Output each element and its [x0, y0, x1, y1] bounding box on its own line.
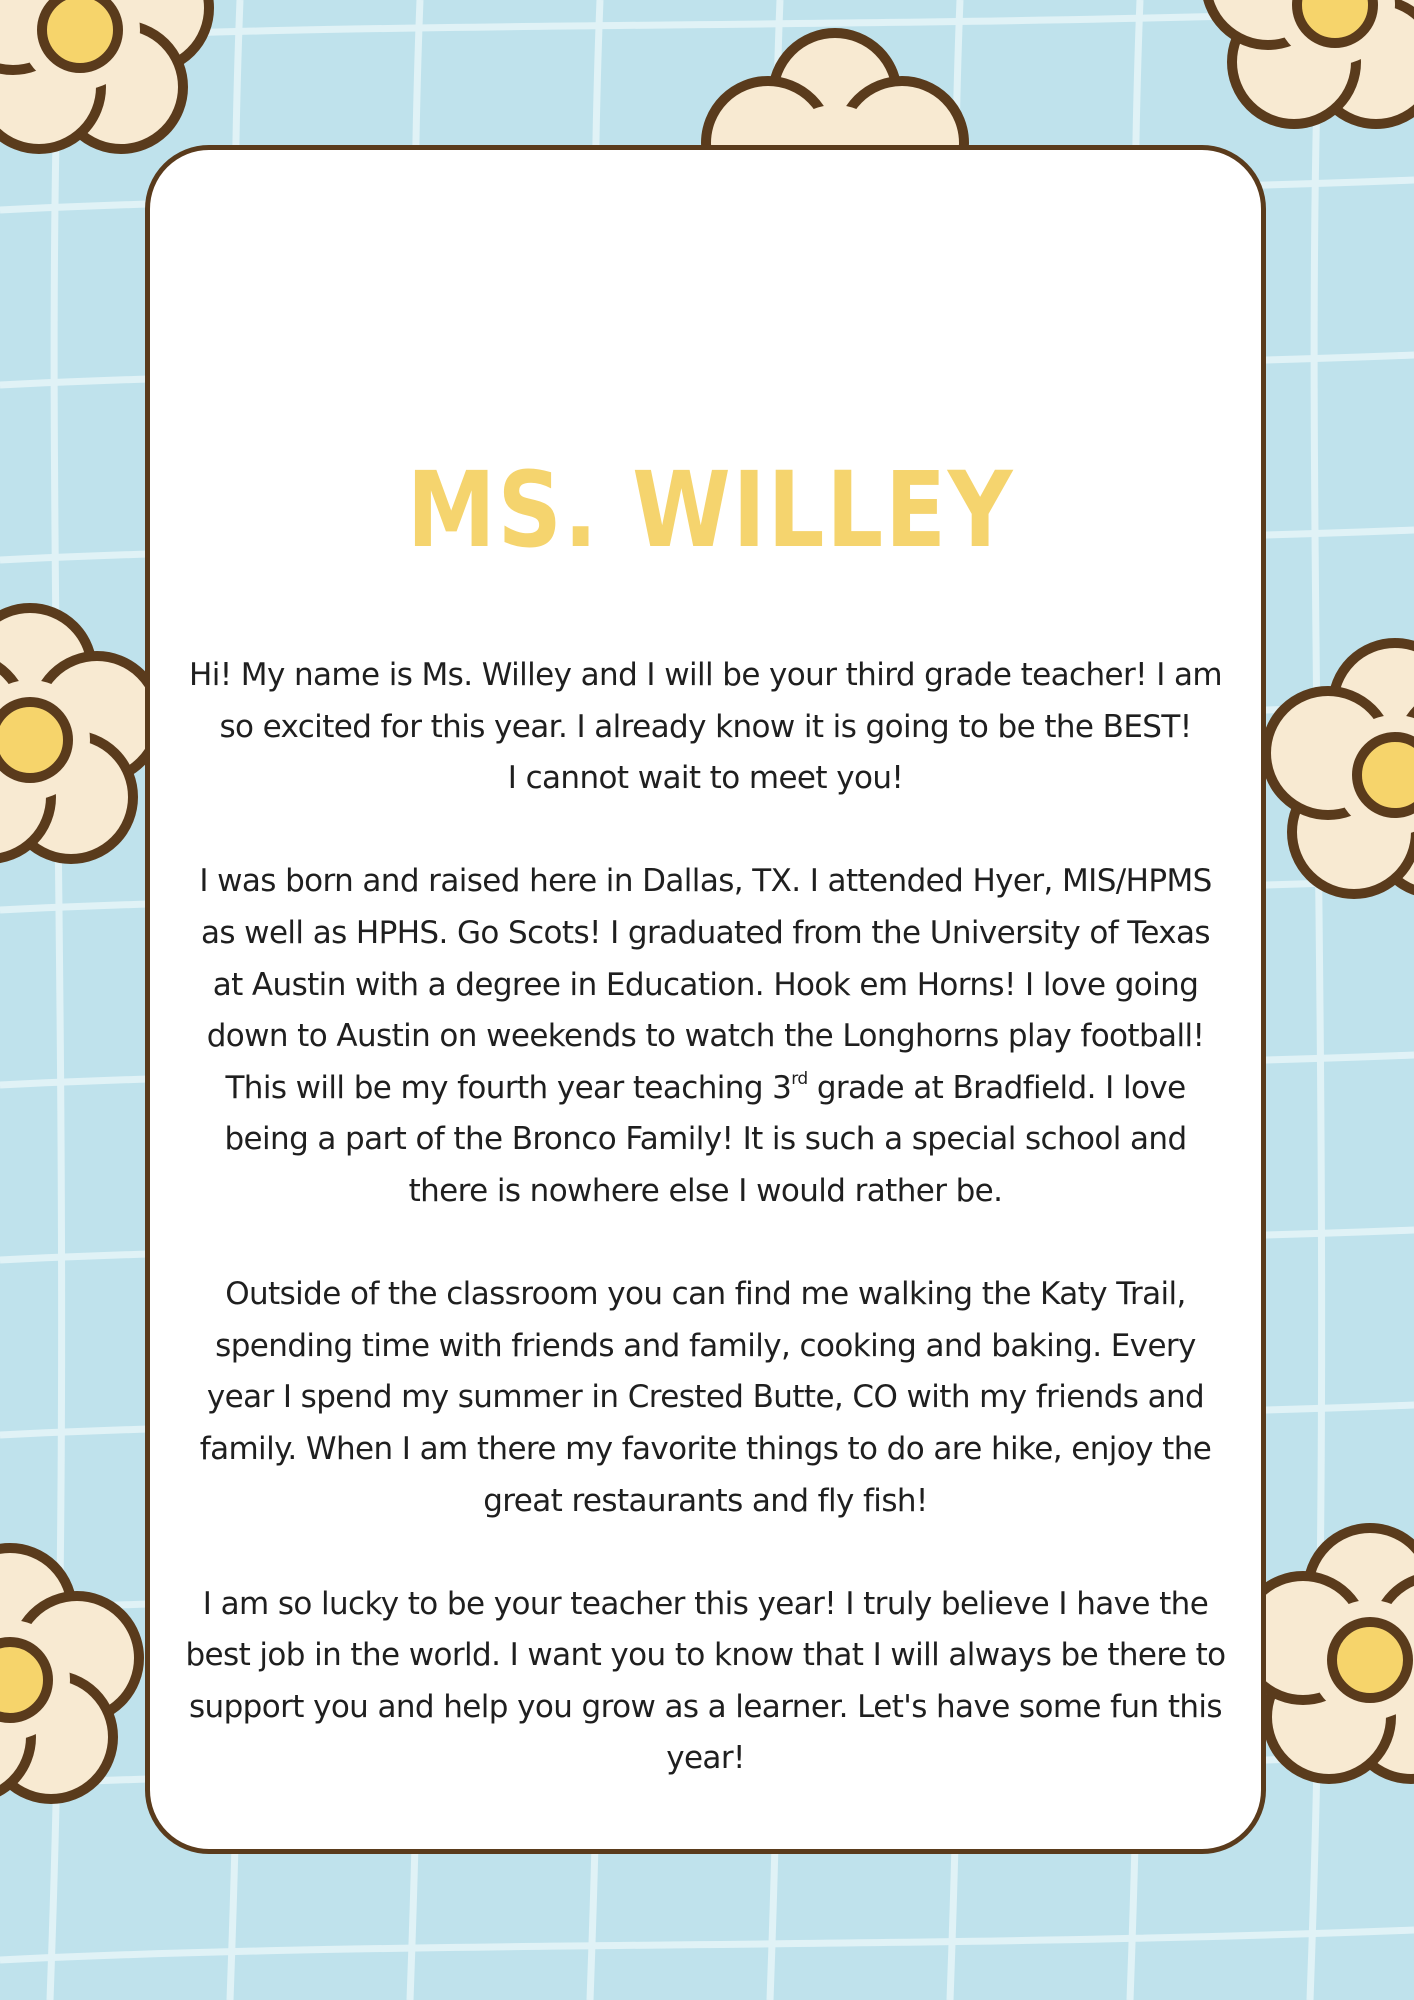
text-line: as well as HPHS. Go Scots! I graduated from the University of Texas — [200, 914, 1210, 951]
text-line: Hi! My name is Ms. Willey and I will be your third grade teacher! I am — [189, 657, 1222, 693]
flower-icon — [0, 1535, 155, 1825]
paragraph-closing — [150, 1579, 1261, 1785]
text-line: I am so lucky to be your teacher this year! I truly believe I have the — [202, 1585, 1209, 1622]
content-card — [145, 145, 1266, 1854]
paragraph-intro — [150, 650, 1261, 805]
flower-icon — [1250, 630, 1414, 920]
flower-icon — [1190, 0, 1414, 150]
text-line: spending time with friends and family, cooking and baking. Every — [215, 1327, 1196, 1364]
letter-body — [150, 650, 1261, 1837]
text-line: there is nowhere else I would rather be. — [408, 1172, 1003, 1209]
page-title: MS. WILLEY — [406, 449, 1015, 571]
text-line: year! — [666, 1740, 745, 1777]
text-line: I was born and raised here in Dallas, TX. I attended Hyer, MIS/HPMS — [199, 863, 1212, 900]
text-line: so excited for this year. I already know it is going to be the BEST! — [219, 708, 1192, 745]
text-line-teaching — [150, 1063, 1261, 1115]
text-line: great restaurants and fly fish! — [483, 1482, 928, 1519]
paragraph-background — [150, 856, 1261, 1217]
text-line: best job in the world. I want you to know that I will always be there to — [185, 1637, 1226, 1674]
paragraph-hobbies — [150, 1269, 1261, 1527]
text-line: being a part of the Bronco Family! It is such a special school and — [224, 1121, 1187, 1158]
text-line: support you and help you grow as a learner. Let's have some fun this — [189, 1688, 1222, 1725]
text-line: year I spend my summer in Crested Butte, CO with my friends and — [206, 1379, 1205, 1416]
text-line: down to Austin on weekends to watch the Longhorns play football! — [206, 1018, 1205, 1055]
text-line: Outside of the classroom you can find me walking the Katy Trail, — [225, 1276, 1186, 1313]
text-line: family. When I am there my favorite things to do are hike, enjoy the — [199, 1430, 1212, 1467]
teaching-text-end: grade at Bradfield. I love — [807, 1069, 1186, 1106]
text-line: I cannot wait to meet you! — [507, 760, 904, 797]
teaching-text: This will be my fourth year teaching 3 — [225, 1069, 792, 1106]
text-line: at Austin with a degree in Education. Hook em Horns! I love going — [212, 966, 1199, 1003]
ordinal-suffix: rd — [791, 1068, 808, 1089]
